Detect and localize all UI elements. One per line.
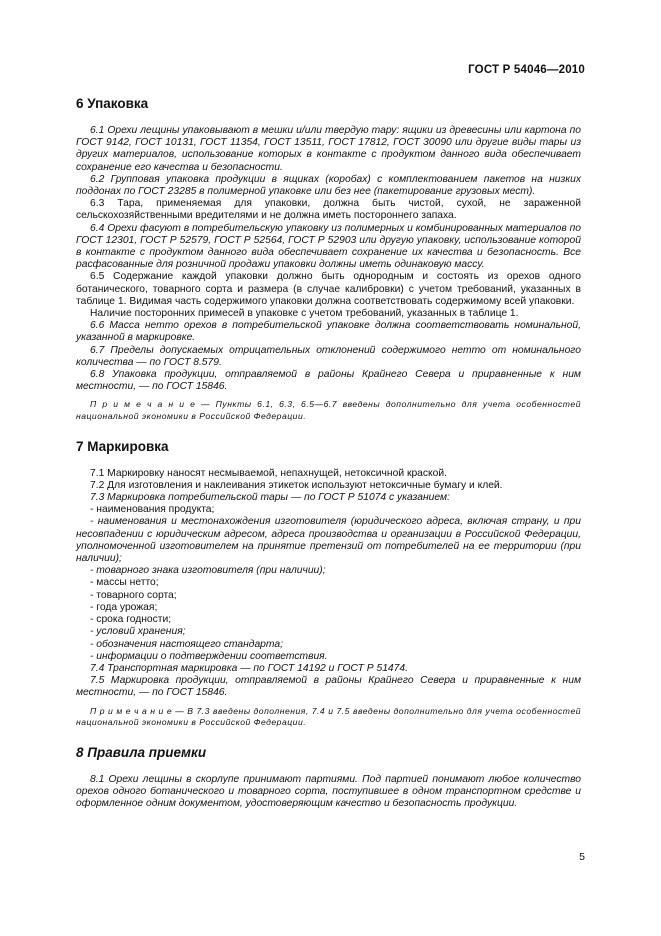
paragraph-6-8: 6.8 Упаковка продукции, отправляемой в районы Крайнего Севера и приравненные к ним местности, — по ГОСТ 15846. xyxy=(76,369,581,393)
page-number: 5 xyxy=(579,851,585,863)
paragraph-6-3: 6.3 Тара, применяемая для упаковки, должна быть чистой, сухой, не зараженной сельскохозяйственными вредителями и не должна иметь постороннего запаха. xyxy=(76,198,581,222)
section-6-title: 6 Упаковка xyxy=(76,96,149,111)
paragraph-8-1: 8.1 Орехи лещины в скорлупе принимают партиями. Под партией понимают любое количество орехов одного ботанического и товарного сорта, поступившее в одном транспортном средстве и оформленное одним документом, удостоверяющим качество и безопасность продукции. xyxy=(76,773,581,810)
list-item-conformity: - информации о подтверждении соответствия. xyxy=(90,650,328,662)
paragraph-6-5: 6.5 Содержание каждой упаковки должно быть однородным и состоять из орехов одного ботанического, товарного сорта и размера (в случае калибровки) с учетом требований, указанных в таблице 1. Видимая часть содержимого упаковки должна соответствовать содержимому всей упаковки. xyxy=(76,271,581,307)
list-item-manufacturer: - наименования и местонахождения изготовителя (юридического адреса, включая страну, и при несовпадении с юридическим адресом, адреса производства и организации в Российской Федерации, уполномоченной изготовителем на принятие претензий от потребителей на ее территории (при наличии); xyxy=(76,516,581,565)
paragraph-7-1: 7.1 Маркировку наносят несмываемой, непахнущей, нетоксичной краской. xyxy=(90,467,448,479)
section-8 xyxy=(76,745,581,811)
list-item-net-mass: - массы нетто; xyxy=(90,577,159,589)
list-item-trademark: - товарного знака изготовителя (при наличии); xyxy=(90,565,326,577)
list-item-standard: - обозначения настоящего стандарта; xyxy=(90,638,283,650)
list-item-storage: - условий хранения; xyxy=(90,626,186,638)
section-7-note: П р и м е ч а н и е — В 7.3 введены дополнения, 7.4 и 7.5 введены дополнительно для учета особенностей национальной экономики в Российской Федерации. xyxy=(76,705,581,728)
paragraph-7-3: 7.3 Маркировка потребительской тары — по ГОСТ Р 51074 с указанием: xyxy=(90,492,450,504)
paragraph-6-7: 6.7 Пределы допускаемых отрицательных отклонений содержимого нетто от номинального количества — по ГОСТ 8.579. xyxy=(76,344,581,368)
list-item-grade: - товарного сорта; xyxy=(90,589,177,601)
paragraph-6-2: 6.2 Групповая упаковка продукции в ящиках (коробах) с комплектованием пакетов на низких поддонах по ГОСТ 23285 в полимерной упаковке или без нее (пакетирование грузовых мест). xyxy=(76,173,581,198)
section-7-title: 7 Маркировка xyxy=(76,438,169,454)
list-item-harvest-year: - года урожая; xyxy=(90,601,158,613)
paragraph-7-5: 7.5 Маркировка продукции, отправляемой в районы Крайнего Севера и приравненные к ним местности, — по ГОСТ 15846. xyxy=(76,675,581,699)
list-item-product-name: - наименования продукта; xyxy=(90,504,215,516)
section-7 xyxy=(76,439,581,729)
paragraph-6-5-admixtures: Наличие посторонних примесей в упаковке с учетом требований, указанных в таблице 1. xyxy=(90,308,519,320)
paragraph-6-6: 6.6 Масса нетто орехов в потребительской упаковке должна соответствовать номинальной, указанной в маркировке. xyxy=(76,320,581,344)
section-6-note: П р и м е ч а н и е — Пункты 6.1, 6.3, 6.5—6.7 введены дополнительно для учета особенностей национальной экономики в Российской Федерации. xyxy=(76,399,581,422)
paragraph-7-4: 7.4 Транспортная маркировка — по ГОСТ 14192 и ГОСТ Р 51474. xyxy=(90,662,408,674)
section-8-title: 8 Правила приемки xyxy=(76,744,207,760)
paragraph-6-4: 6.4 Орехи фасуют в потребительскую упаковку из полимерных и комбинированных материалов по ГОСТ 12301, ГОСТ Р 52579, ГОСТ Р 52564, ГОСТ Р 52903 или другую упаковку, использование которой в контакте с продуктом данного вида обеспечивает сохранение их качества и безопасность. Все расфасованные для розничной продажи упаковки должны иметь одинаковую массу. xyxy=(76,222,581,271)
paragraph-6-1: 6.1 Орехи лещины упаковывают в мешки и/или твердую тару: ящики из древесины или картона по ГОСТ 9142, ГОСТ 10131, ГОСТ 11354, ГОСТ 13511, ГОСТ 17812, ГОСТ 30090 или другие виды тары из других материалов, использование которых в контакте с продуктом данного вида обеспечивает сохранение его качества и безопасности. xyxy=(76,125,581,173)
list-item-shelf-life: - срока годности; xyxy=(90,614,172,626)
page-content xyxy=(76,96,581,810)
paragraph-7-2: 7.2 Для изготовления и наклеивания этикеток используют нетоксичные бумагу и клей. xyxy=(90,479,503,491)
document-header: ГОСТ Р 54046—2010 xyxy=(468,64,585,76)
